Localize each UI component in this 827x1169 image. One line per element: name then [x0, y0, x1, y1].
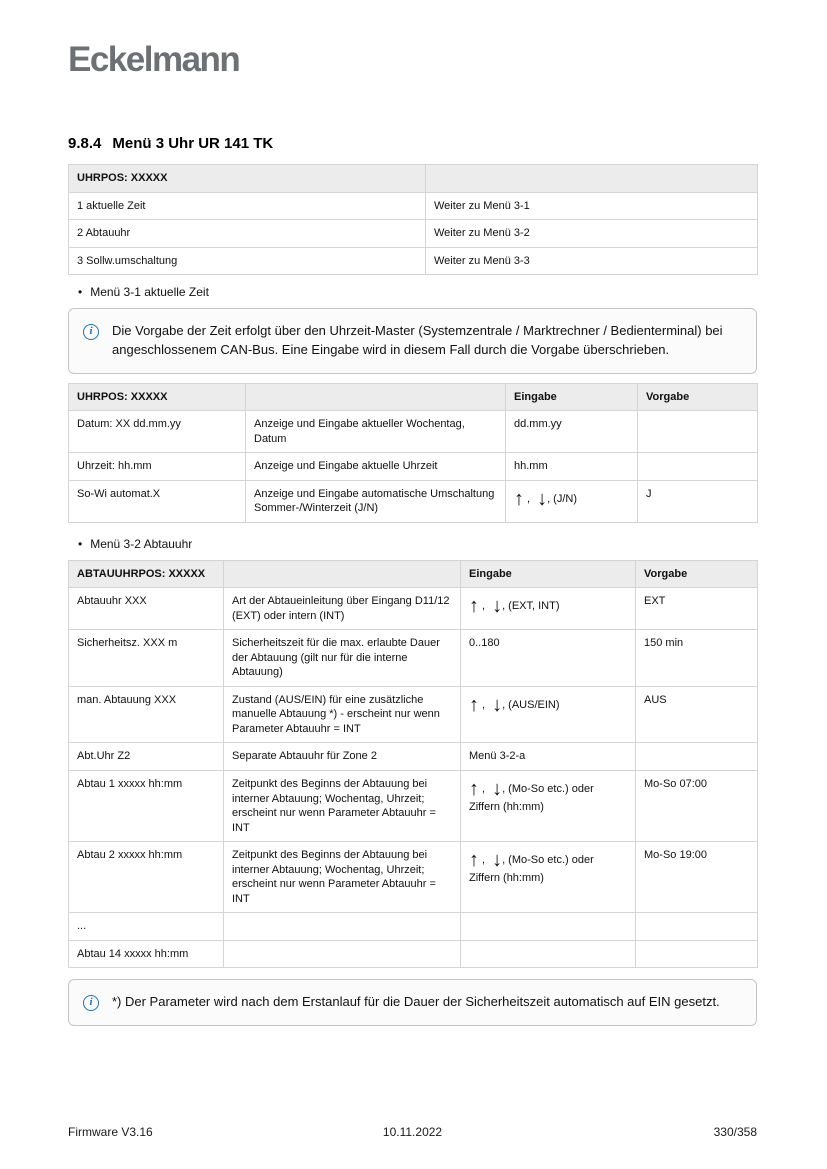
table-header-row: [69, 165, 758, 193]
table-row: [69, 940, 758, 968]
table-row: [69, 771, 758, 842]
table-cell-pos: Abtau 2 xxxxx hh:mm: [69, 842, 224, 913]
table-cell-eingabe: 0..180: [461, 630, 636, 687]
arrow-down-icon: ↓: [492, 849, 503, 872]
table-cell: 2 Abtauuhr: [69, 220, 426, 248]
arrow-down-icon: ↓: [492, 595, 503, 618]
table-cell-vorgabe: [638, 411, 758, 453]
eckelmann-logo: Eckelmann: [68, 40, 240, 79]
arrow-keys: [469, 848, 627, 886]
table-header-row: [69, 383, 758, 411]
bullet-label: Menü 3-1 aktuelle Zeit: [90, 285, 209, 300]
table-header-cell: [426, 165, 758, 193]
table-row: [69, 686, 758, 743]
table-header-cell: Eingabe: [506, 383, 638, 411]
table-row: [69, 743, 758, 771]
table-header-cell: [224, 560, 461, 588]
eingabe-options: , (J/N): [547, 492, 578, 505]
comma: ,: [482, 600, 486, 613]
table-cell-desc: Art der Abtaueinleitung über Eingang D11/12 (EXT) oder intern (INT): [224, 588, 461, 630]
info-box: [68, 308, 757, 374]
table-cell-vorgabe: J: [638, 480, 758, 522]
table-header-cell: Vorgabe: [636, 560, 758, 588]
footer-firmware-version: Firmware V3.16: [68, 1125, 153, 1139]
table-header-row: [69, 560, 758, 588]
info-icon: i: [83, 324, 99, 340]
table-cell-eingabe: [461, 588, 636, 630]
table-cell-eingabe: Menü 3-2-a: [461, 743, 636, 771]
table-cell-pos: ...: [69, 913, 224, 941]
info-icon: i: [83, 995, 99, 1011]
table-cell-pos: Uhrzeit: hh.mm: [69, 453, 246, 481]
table-row: [69, 842, 758, 913]
table-cell-pos: Abt.Uhr Z2: [69, 743, 224, 771]
table-cell-eingabe: [461, 771, 636, 842]
arrow-up-icon: ↑: [514, 487, 524, 510]
menu-overview-table: [68, 164, 758, 275]
table-cell-vorgabe: 150 min: [636, 630, 758, 687]
page-content: [68, 0, 757, 1026]
table-header-cell: Eingabe: [461, 560, 636, 588]
table-cell-eingabe: [461, 686, 636, 743]
section-title: Menü 3 Uhr UR 141 TK: [112, 135, 274, 152]
table-cell-vorgabe: [638, 453, 758, 481]
table-header-cell: ABTAUUHRPOS: XXXXX: [69, 560, 224, 588]
arrow-up-icon: ↑: [469, 778, 479, 800]
table-row: [69, 192, 758, 220]
arrow-keys: [469, 693, 627, 716]
info-text: *) Der Parameter wird nach dem Erstanlauf für die Dauer der Sicherheitszeit automatisch auf EIN gesetzt.: [112, 994, 720, 1010]
table-cell-vorgabe: Mo-So 07:00: [636, 771, 758, 842]
arrow-up-icon: ↑: [469, 849, 479, 872]
table-cell: 3 Sollw.umschaltung: [69, 247, 426, 275]
table-cell-desc: Anzeige und Eingabe automatische Umschaltung Sommer-/Winterzeit (J/N): [246, 480, 506, 522]
menu-3-2-table: [68, 560, 758, 968]
table-cell-pos: Datum: XX dd.mm.yy: [69, 411, 246, 453]
table-row: [69, 588, 758, 630]
table-cell-desc: Zeitpunkt des Beginns der Abtauung bei interner Abtauung; Wochentag, Uhrzeit; erscheint nur wenn Parameter Abtauuhr = INT: [224, 842, 461, 913]
arrow-keys: [469, 777, 627, 815]
section-heading: [68, 135, 757, 152]
table-cell-pos: man. Abtauung XXX: [69, 686, 224, 743]
table-cell-vorgabe: EXT: [636, 588, 758, 630]
comma: ,: [527, 492, 531, 505]
table-cell-pos: Sicherheitsz. XXX m: [69, 630, 224, 687]
table-cell-pos: Abtauuhr XXX: [69, 588, 224, 630]
comma: ,: [482, 783, 486, 795]
table-cell-eingabe: [461, 913, 636, 941]
table-cell: Weiter zu Menü 3-3: [426, 247, 758, 275]
footer-page-number: 330/358: [713, 1125, 758, 1139]
comma: ,: [482, 854, 486, 867]
bullet-icon: •: [78, 536, 83, 551]
table-cell-desc: [224, 940, 461, 968]
table-header-cell: UHRPOS: XXXXX: [69, 165, 426, 193]
page-footer: [68, 1125, 757, 1139]
arrow-keys: [469, 594, 627, 617]
table-cell-vorgabe: Mo-So 19:00: [636, 842, 758, 913]
table-cell-desc: [224, 913, 461, 941]
footer-date: 10.11.2022: [382, 1125, 443, 1139]
eingabe-options: , (EXT, INT): [502, 600, 560, 613]
table-cell: 1 aktuelle Zeit: [69, 192, 426, 220]
arrow-up-icon: ↑: [469, 595, 479, 618]
table-cell-pos: So-Wi automat.X: [69, 480, 246, 522]
table-cell-eingabe: [461, 842, 636, 913]
table-cell-pos: Abtau 1 xxxxx hh:mm: [69, 771, 224, 842]
table-header-cell: UHRPOS: XXXXX: [69, 383, 246, 411]
eingabe-options: , (Mo-So etc.) oder Ziffern (hh:mm): [469, 854, 594, 885]
table-cell-eingabe: hh.mm: [506, 453, 638, 481]
table-cell-vorgabe: [636, 913, 758, 941]
table-cell-vorgabe: AUS: [636, 686, 758, 743]
info-box: [68, 979, 757, 1026]
table-cell-eingabe: dd.mm.yy: [506, 411, 638, 453]
table-cell-desc: Zustand (AUS/EIN) für eine zusätzliche manuelle Abtauung *) - erscheint nur wenn Parameter Abtauuhr = INT: [224, 686, 461, 743]
table-row: [69, 247, 758, 275]
table-cell-vorgabe: [636, 743, 758, 771]
table-header-cell: Vorgabe: [638, 383, 758, 411]
table-row: [69, 411, 758, 453]
table-row: [69, 453, 758, 481]
comma: ,: [482, 698, 486, 711]
table-cell-eingabe: [506, 480, 638, 522]
eingabe-options: , (Mo-So etc.) oder Ziffern (hh:mm): [469, 783, 594, 813]
arrow-down-icon: ↓: [537, 487, 548, 510]
table-cell: Weiter zu Menü 3-1: [426, 192, 758, 220]
menu-3-1-table: [68, 383, 758, 523]
table-row: [69, 220, 758, 248]
bullet-menu-3-1: [78, 285, 757, 299]
info-text: Die Vorgabe der Zeit erfolgt über den Uhrzeit-Master (Systemzentrale / Marktrechner / Bedienterminal) bei angeschlossenem CAN-Bus. Eine Eingabe wird in diesem Fall durch die Vorgabe überschrieben.: [112, 323, 723, 357]
bullet-icon: •: [78, 285, 83, 300]
table-cell-eingabe: [461, 940, 636, 968]
table-cell-desc: Anzeige und Eingabe aktuelle Uhrzeit: [246, 453, 506, 481]
arrow-keys: [514, 487, 629, 510]
section-number: 9.8.4: [68, 135, 102, 152]
arrow-up-icon: ↑: [469, 693, 479, 716]
bullet-label: Menü 3-2 Abtauuhr: [90, 536, 193, 551]
table-cell-desc: Zeitpunkt des Beginns der Abtauung bei interner Abtauung; Wochentag, Uhrzeit; erscheint nur wenn Parameter Abtauuhr = INT: [224, 771, 461, 842]
table-row: [69, 630, 758, 687]
table-cell-vorgabe: [636, 940, 758, 968]
table-cell-desc: Separate Abtauuhr für Zone 2: [224, 743, 461, 771]
table-row: [69, 480, 758, 522]
eingabe-options: , (AUS/EIN): [502, 698, 560, 711]
arrow-down-icon: ↓: [492, 693, 503, 716]
arrow-down-icon: ↓: [492, 778, 503, 800]
table-cell-desc: Sicherheitszeit für die max. erlaubte Dauer der Abtauung (gilt nur für die interne Abtauung): [224, 630, 461, 687]
table-row: [69, 913, 758, 941]
table-header-cell: [246, 383, 506, 411]
table-cell-desc: Anzeige und Eingabe aktueller Wochentag, Datum: [246, 411, 506, 453]
bullet-menu-3-2: [78, 537, 757, 551]
table-cell: Weiter zu Menü 3-2: [426, 220, 758, 248]
table-cell-pos: Abtau 14 xxxxx hh:mm: [69, 940, 224, 968]
